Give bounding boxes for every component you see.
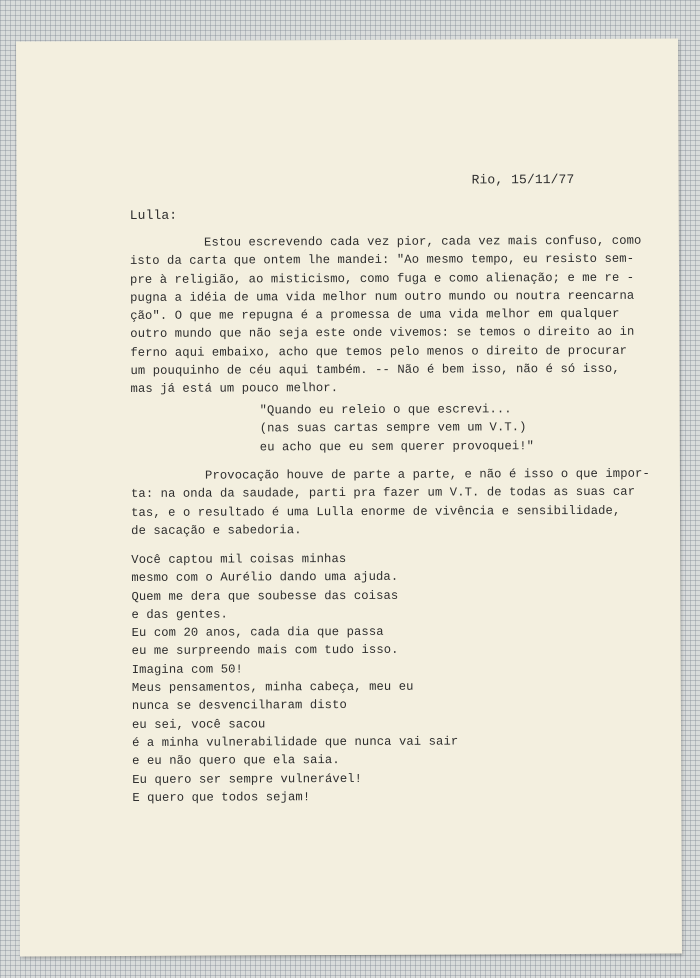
letter-sheet xyxy=(16,39,682,957)
text-line: mesmo com o Aurélio dando uma ajuda. xyxy=(131,570,399,586)
poem-block xyxy=(131,550,458,808)
text-line: pugna a idéia de uma vida melhor num outro mundo ou noutra reencarna xyxy=(130,288,635,305)
text-line: "Quando eu releio o que escrevi... xyxy=(259,402,512,418)
text-line: Provocação houve de parte a parte, e não é isso o que impor- xyxy=(130,466,650,483)
text-line: Eu com 20 anos, cada dia que passa xyxy=(131,625,384,641)
text-line: Estou escrevendo cada vez pior, cada vez mais confuso, como xyxy=(129,233,642,250)
paragraph-2 xyxy=(131,465,650,540)
text-line: eu me surpreendo mais com tudo isso. xyxy=(131,643,399,659)
salutation: Lulla: xyxy=(129,207,178,223)
text-line: Imagina com 50! xyxy=(131,662,243,677)
text-line: ta: na onda da saudade, parti pra fazer um V.T. de todas as suas car xyxy=(130,485,636,502)
text-line: eu sei, você sacou xyxy=(131,717,266,732)
text-line: Quem me dera que soubesse das coisas xyxy=(131,588,399,604)
text-line: (nas suas cartas sempre vem um V.T.) xyxy=(259,420,527,436)
text-line: ção". O que me repugna é a promessa de uma vida melhor em qualquer xyxy=(130,307,620,324)
text-line: mas já está um pouco melhor. xyxy=(130,381,339,397)
text-line: tas, e o resultado é uma Lulla enorme de vivência e sensibilidade, xyxy=(131,503,621,520)
text-line: de sacação e sabedoria. xyxy=(131,523,302,538)
text-line: e eu não quero que ela saia. xyxy=(132,753,340,769)
text-line: pre à religião, ao misticismo, como fuga e como alienação; e me re - xyxy=(130,270,635,287)
text-line: isto da carta que ontem lhe mandei: "Ao mesmo tempo, eu resisto sem- xyxy=(129,252,635,269)
text-line: ferno aqui embaixo, acho que temos pelo menos o direito de procurar xyxy=(130,343,628,360)
text-line: eu acho que eu sem querer provoquei!" xyxy=(259,438,535,454)
text-line: nunca se desvencilharam disto xyxy=(131,698,347,714)
text-line: outro mundo que não seja este onde vivemos: se temos o direito ao in xyxy=(130,325,635,342)
paragraph-1 xyxy=(130,232,642,399)
text-line: Meus pensamentos, minha cabeça, meu eu xyxy=(131,679,414,696)
text-line: é a minha vulnerabilidade que nunca vai sair xyxy=(132,734,459,750)
quote-block xyxy=(260,400,535,456)
text-line: E quero que todos sejam! xyxy=(132,790,311,805)
text-line: um pouquinho de céu aqui também. -- Não é bem isso, não é só isso, xyxy=(130,361,620,379)
text-line: Você captou mil coisas minhas xyxy=(131,552,347,567)
text-line: e das gentes. xyxy=(131,607,228,622)
text-line: Eu quero ser sempre vulnerável! xyxy=(132,771,363,787)
letter-date: Rio, 15/11/77 xyxy=(471,172,575,188)
